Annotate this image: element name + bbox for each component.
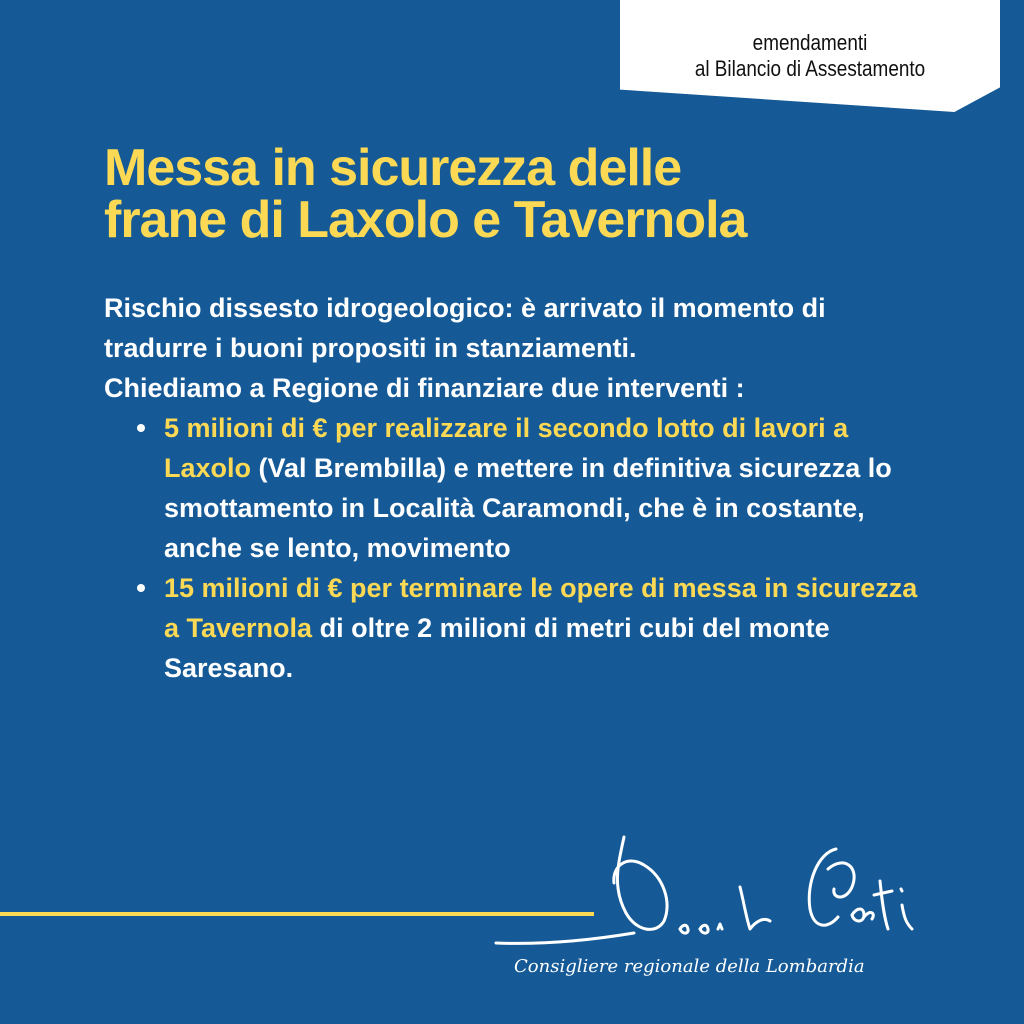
header-tag-text bbox=[647, 30, 974, 82]
interventions-list bbox=[104, 408, 924, 688]
title-line1: Messa in sicurezza delle bbox=[104, 139, 682, 197]
header-tag-line1: emendamenti bbox=[752, 30, 868, 55]
list-item-highlight: 5 milioni di € per realizzare il secondo lotto di lavori a Laxolo bbox=[164, 413, 849, 483]
request-paragraph: Chiediamo a Regione di finanziare due interventi : bbox=[104, 373, 745, 403]
signature-role: Consigliere regionale della Lombardia bbox=[514, 956, 865, 977]
list-item-text: di oltre 2 milioni di metri cubi del monte Saresano. bbox=[164, 613, 830, 683]
intro-paragraph: Rischio dissesto idrogeologico: è arrivato il momento di tradurre i buoni propositi in stanziamenti. bbox=[104, 293, 826, 363]
header-tag-line2: al Bilancio di Assestamento bbox=[694, 56, 926, 81]
list-item-highlight: 15 milioni di € per terminare le opere di messa in sicurezza a Tavernola bbox=[164, 573, 918, 643]
page-title bbox=[104, 139, 984, 249]
list-item bbox=[164, 408, 924, 568]
body-text bbox=[104, 288, 924, 688]
list-item-text: (Val Brembilla) e mettere in definitiva sicurezza lo smottamento in Località Caramondi, che è in costante, anche se lento, movimento bbox=[164, 453, 892, 563]
title-line2: frane di Laxolo e Tavernola bbox=[104, 191, 747, 249]
handwritten-signature bbox=[488, 825, 928, 960]
list-item bbox=[164, 568, 924, 688]
